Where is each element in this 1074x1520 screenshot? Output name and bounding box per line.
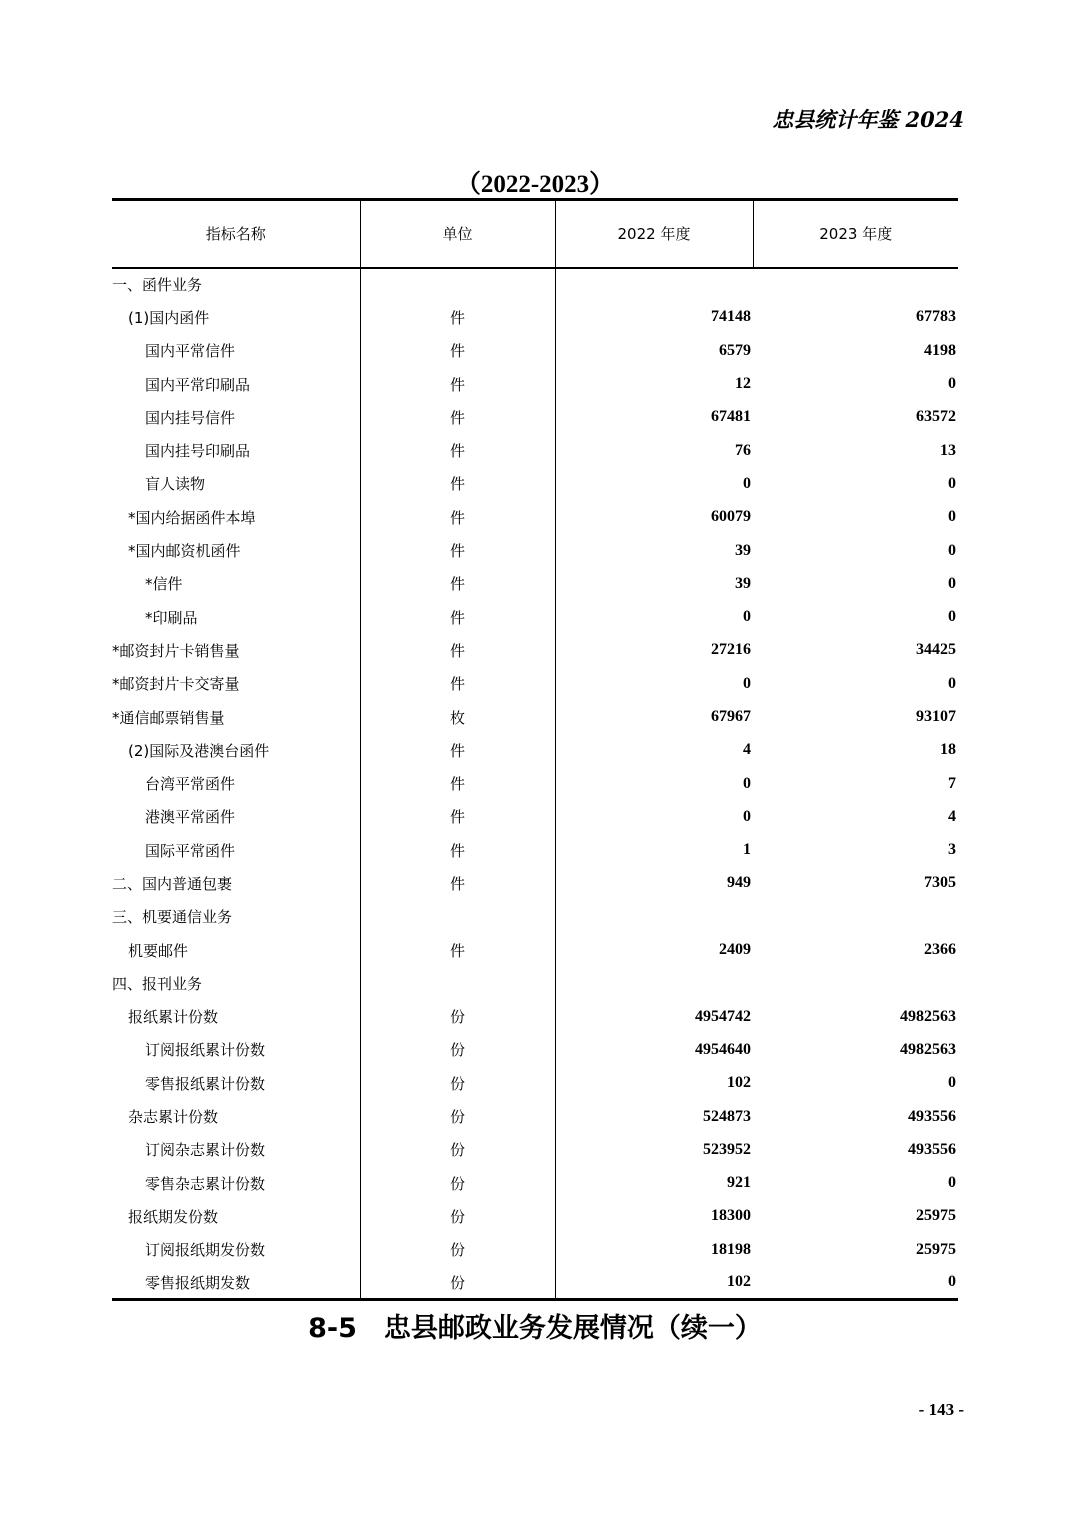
value-2023-cell xyxy=(753,967,958,1000)
value-2023: 25975 xyxy=(916,1240,956,1258)
table-row xyxy=(112,734,958,767)
unit-cell: 份 xyxy=(360,1167,555,1200)
indicator-name: *国内邮资机函件 xyxy=(128,542,241,561)
value-2022-cell xyxy=(555,1266,753,1299)
value-2023-cell xyxy=(753,434,958,467)
value-2023-cell xyxy=(753,900,958,933)
value-2022: 102 xyxy=(727,1273,751,1291)
value-2023: 34425 xyxy=(916,641,956,659)
table-row xyxy=(112,268,958,301)
unit-cell: 件 xyxy=(360,534,555,567)
value-2023: 3 xyxy=(948,841,956,859)
value-2023-cell xyxy=(753,1133,958,1166)
value-2023: 93107 xyxy=(916,708,956,725)
table-row xyxy=(112,667,958,700)
value-2022: 67481 xyxy=(711,408,751,426)
value-2022-cell xyxy=(555,434,753,467)
value-2023-cell xyxy=(753,667,958,700)
table-row xyxy=(112,401,958,434)
value-2023: 4982563 xyxy=(900,1007,956,1025)
indicator-name: *国内给据函件本埠 xyxy=(128,508,256,527)
table-row xyxy=(112,1067,958,1100)
unit-cell: 件 xyxy=(360,834,555,867)
value-2023: 0 xyxy=(948,474,956,492)
running-header: 忠县统计年鉴 2024 xyxy=(772,107,964,132)
unit-cell: 件 xyxy=(360,634,555,667)
value-2023: 493556 xyxy=(908,1107,956,1125)
unit-cell: 件 xyxy=(360,501,555,534)
value-2022-cell xyxy=(555,800,753,833)
value-2023-cell xyxy=(753,567,958,600)
unit-cell: 件 xyxy=(360,334,555,367)
value-2022-cell xyxy=(555,1067,753,1100)
column-header-2023: 2023 年度 xyxy=(753,200,958,268)
value-2023-cell xyxy=(753,1200,958,1233)
table-row xyxy=(112,867,958,900)
indicator-name: *邮资封片卡销售量 xyxy=(112,641,240,660)
indicator-name: 零售报纸期发数 xyxy=(112,1266,360,1299)
value-2023: 0 xyxy=(948,375,956,393)
value-2023-cell xyxy=(753,933,958,966)
indicator-name: 盲人读物 xyxy=(145,475,206,494)
value-2023-cell xyxy=(753,767,958,800)
unit-cell: 份 xyxy=(360,1000,555,1033)
value-2022: 949 xyxy=(727,874,751,892)
value-2023-cell xyxy=(753,1167,958,1200)
value-2022: 0 xyxy=(743,674,751,692)
table-row xyxy=(112,534,958,567)
value-2022-cell xyxy=(555,667,753,700)
value-2023: 67783 xyxy=(916,308,956,326)
value-2022: 76 xyxy=(735,441,751,459)
value-2022: 74148 xyxy=(711,308,751,326)
value-2023-cell xyxy=(753,367,958,400)
table-row xyxy=(112,800,958,833)
value-2022: 0 xyxy=(743,774,751,792)
table-row xyxy=(112,1233,958,1266)
value-2022-cell xyxy=(555,334,753,367)
indicator-name: 国际平常函件 xyxy=(145,841,236,860)
value-2022: 0 xyxy=(743,474,751,492)
unit-cell: 份 xyxy=(360,1233,555,1266)
indicator-name: *印刷品 xyxy=(145,608,198,627)
table-row xyxy=(112,834,958,867)
indicator-name: (1)国内函件 xyxy=(128,308,210,327)
value-2022-cell xyxy=(555,767,753,800)
table-row xyxy=(112,434,958,467)
table-row xyxy=(112,1033,958,1066)
indicator-name: *通信邮票销售量 xyxy=(112,708,225,727)
value-2022: 4 xyxy=(743,741,751,759)
indicator-name: 国内挂号印刷品 xyxy=(145,442,251,461)
value-2023-cell xyxy=(753,301,958,334)
value-2023-cell xyxy=(753,1033,958,1066)
indicator-name: 一、函件业务 xyxy=(112,276,203,295)
table-row xyxy=(112,767,958,800)
table-row xyxy=(112,1200,958,1233)
value-2023-cell xyxy=(753,1100,958,1133)
value-2022: 4954742 xyxy=(695,1007,751,1025)
value-2022-cell xyxy=(555,1200,753,1233)
indicator-name: 港澳平常函件 xyxy=(145,808,236,827)
indicator-name: 报纸累计份数 xyxy=(128,1008,219,1027)
unit-cell: 件 xyxy=(360,467,555,500)
value-2022-cell xyxy=(555,933,753,966)
value-2022: 39 xyxy=(735,541,751,559)
value-2023: 7305 xyxy=(924,874,956,892)
table-row xyxy=(112,501,958,534)
table-row xyxy=(112,700,958,733)
value-2023: 0 xyxy=(948,541,956,559)
value-2023: 63572 xyxy=(916,408,956,426)
table-row xyxy=(112,634,958,667)
value-2023: 0 xyxy=(948,674,956,692)
value-2022: 523952 xyxy=(703,1140,751,1158)
column-header-unit: 单位 xyxy=(360,200,555,268)
column-header-indicator: 指标名称 xyxy=(112,200,360,268)
unit-cell: 件 xyxy=(360,367,555,400)
unit-cell: 份 xyxy=(360,1033,555,1066)
value-2023: 18 xyxy=(940,741,956,759)
value-2022: 60079 xyxy=(711,508,751,526)
value-2022: 921 xyxy=(727,1174,751,1192)
table-row xyxy=(112,900,958,933)
value-2023: 0 xyxy=(948,1074,956,1092)
unit-cell: 件 xyxy=(360,734,555,767)
unit-cell: 件 xyxy=(360,401,555,434)
value-2023: 4198 xyxy=(924,341,956,359)
indicator-name: 机要邮件 xyxy=(128,941,189,960)
value-2022: 18198 xyxy=(711,1240,751,1258)
value-2023-cell xyxy=(753,1067,958,1100)
statistics-table-container xyxy=(112,198,958,1301)
value-2022: 0 xyxy=(743,608,751,626)
unit-cell xyxy=(360,967,555,1000)
value-2022: 524873 xyxy=(703,1107,751,1125)
value-2022-cell xyxy=(555,268,753,301)
value-2022-cell xyxy=(555,1167,753,1200)
value-2023-cell xyxy=(753,700,958,733)
value-2022: 39 xyxy=(735,574,751,592)
indicator-name: 报纸期发份数 xyxy=(128,1207,219,1226)
indicator-name: 三、机要通信业务 xyxy=(112,908,233,927)
table-row xyxy=(112,1133,958,1166)
value-2023: 4982563 xyxy=(900,1040,956,1058)
unit-cell xyxy=(360,900,555,933)
table-header-row xyxy=(112,200,958,268)
unit-cell: 份 xyxy=(360,1067,555,1100)
table-row xyxy=(112,567,958,600)
value-2022-cell xyxy=(555,900,753,933)
value-2022: 6579 xyxy=(719,341,751,359)
value-2023-cell xyxy=(753,401,958,434)
value-2023-cell xyxy=(753,867,958,900)
value-2022-cell xyxy=(555,700,753,733)
table-row xyxy=(112,933,958,966)
value-2022-cell xyxy=(555,1100,753,1133)
value-2023: 0 xyxy=(948,608,956,626)
value-2023-cell xyxy=(753,734,958,767)
indicator-name: 四、报刊业务 xyxy=(112,974,203,993)
value-2023-cell xyxy=(753,800,958,833)
value-2022-cell xyxy=(555,534,753,567)
value-2023-cell xyxy=(753,501,958,534)
value-2023: 2366 xyxy=(924,941,956,959)
value-2022-cell xyxy=(555,867,753,900)
indicator-name: 订阅报纸期发份数 xyxy=(145,1241,266,1260)
value-2022-cell xyxy=(555,401,753,434)
unit-cell: 件 xyxy=(360,933,555,966)
indicator-name: 订阅杂志累计份数 xyxy=(145,1141,266,1160)
value-2023-cell xyxy=(753,467,958,500)
indicator-name: (2)国际及港澳台函件 xyxy=(128,741,270,760)
indicator-name: 零售报纸累计份数 xyxy=(145,1074,266,1093)
table-subtitle: （2022-2023） xyxy=(455,171,615,198)
indicator-name: 二、国内普通包裹 xyxy=(112,874,233,893)
value-2023-cell xyxy=(753,1233,958,1266)
value-2022: 27216 xyxy=(711,641,751,659)
unit-cell: 件 xyxy=(360,667,555,700)
value-2022: 18300 xyxy=(711,1207,751,1225)
value-2022-cell xyxy=(555,501,753,534)
table-row xyxy=(112,1266,958,1299)
value-2022: 2409 xyxy=(719,941,751,959)
table-row xyxy=(112,301,958,334)
value-2022-cell xyxy=(555,634,753,667)
table-row xyxy=(112,1000,958,1033)
unit-cell: 件 xyxy=(360,434,555,467)
table-body xyxy=(112,268,958,1300)
table-title: 8-5 忠县邮政业务发展情况（续一） xyxy=(308,1313,762,1344)
indicator-name: 零售杂志累计份数 xyxy=(145,1174,266,1193)
page-number: - 143 - xyxy=(918,1400,964,1419)
unit-cell: 份 xyxy=(360,1100,555,1133)
value-2023: 7 xyxy=(948,774,956,792)
value-2022-cell xyxy=(555,301,753,334)
unit-cell: 件 xyxy=(360,567,555,600)
indicator-name: 国内挂号信件 xyxy=(145,408,236,427)
indicator-name: 台湾平常函件 xyxy=(145,775,236,794)
value-2022-cell xyxy=(555,834,753,867)
unit-cell: 枚 xyxy=(360,700,555,733)
value-2022: 12 xyxy=(735,375,751,393)
value-2023: 25975 xyxy=(916,1207,956,1225)
value-2023-cell xyxy=(753,1266,958,1299)
value-2022-cell xyxy=(555,1233,753,1266)
indicator-name: 国内平常印刷品 xyxy=(145,375,251,394)
value-2022-cell xyxy=(555,967,753,1000)
unit-cell: 件 xyxy=(360,867,555,900)
unit-cell xyxy=(360,268,555,301)
indicator-name: 杂志累计份数 xyxy=(128,1108,219,1127)
unit-cell: 份 xyxy=(360,1266,555,1299)
indicator-name: 订阅报纸累计份数 xyxy=(145,1041,266,1060)
value-2022-cell xyxy=(555,1000,753,1033)
value-2022-cell xyxy=(555,734,753,767)
value-2022-cell xyxy=(555,367,753,400)
value-2023: 493556 xyxy=(908,1140,956,1158)
indicator-name: 国内平常信件 xyxy=(145,342,236,361)
indicator-name: *信件 xyxy=(145,575,183,594)
value-2023: 4 xyxy=(948,807,956,825)
table-row xyxy=(112,467,958,500)
table-row xyxy=(112,1167,958,1200)
value-2023-cell xyxy=(753,334,958,367)
value-2023: 0 xyxy=(948,1273,956,1291)
unit-cell: 件 xyxy=(360,767,555,800)
value-2023-cell xyxy=(753,600,958,633)
table-row xyxy=(112,600,958,633)
statistics-table xyxy=(112,198,958,1301)
value-2023-cell xyxy=(753,834,958,867)
unit-cell: 件 xyxy=(360,800,555,833)
value-2022-cell xyxy=(555,1133,753,1166)
value-2022-cell xyxy=(555,600,753,633)
table-row xyxy=(112,967,958,1000)
value-2022-cell xyxy=(555,567,753,600)
value-2023: 0 xyxy=(948,508,956,526)
table-row xyxy=(112,334,958,367)
column-header-2022: 2022 年度 xyxy=(555,200,753,268)
value-2023-cell xyxy=(753,534,958,567)
value-2022: 0 xyxy=(743,807,751,825)
unit-cell: 件 xyxy=(360,301,555,334)
value-2022: 67967 xyxy=(711,708,751,725)
table-row xyxy=(112,367,958,400)
value-2023: 0 xyxy=(948,574,956,592)
value-2022-cell xyxy=(555,467,753,500)
table-row xyxy=(112,1100,958,1133)
value-2022-cell xyxy=(555,1033,753,1066)
value-2022: 1 xyxy=(743,841,751,859)
value-2022: 102 xyxy=(727,1074,751,1092)
unit-cell: 件 xyxy=(360,600,555,633)
unit-cell: 份 xyxy=(360,1200,555,1233)
value-2023: 0 xyxy=(948,1174,956,1192)
value-2023: 13 xyxy=(940,441,956,459)
value-2023-cell xyxy=(753,634,958,667)
value-2023-cell xyxy=(753,1000,958,1033)
unit-cell: 份 xyxy=(360,1133,555,1166)
value-2022: 4954640 xyxy=(695,1040,751,1058)
indicator-name: *邮资封片卡交寄量 xyxy=(112,675,240,694)
value-2023-cell xyxy=(753,268,958,301)
